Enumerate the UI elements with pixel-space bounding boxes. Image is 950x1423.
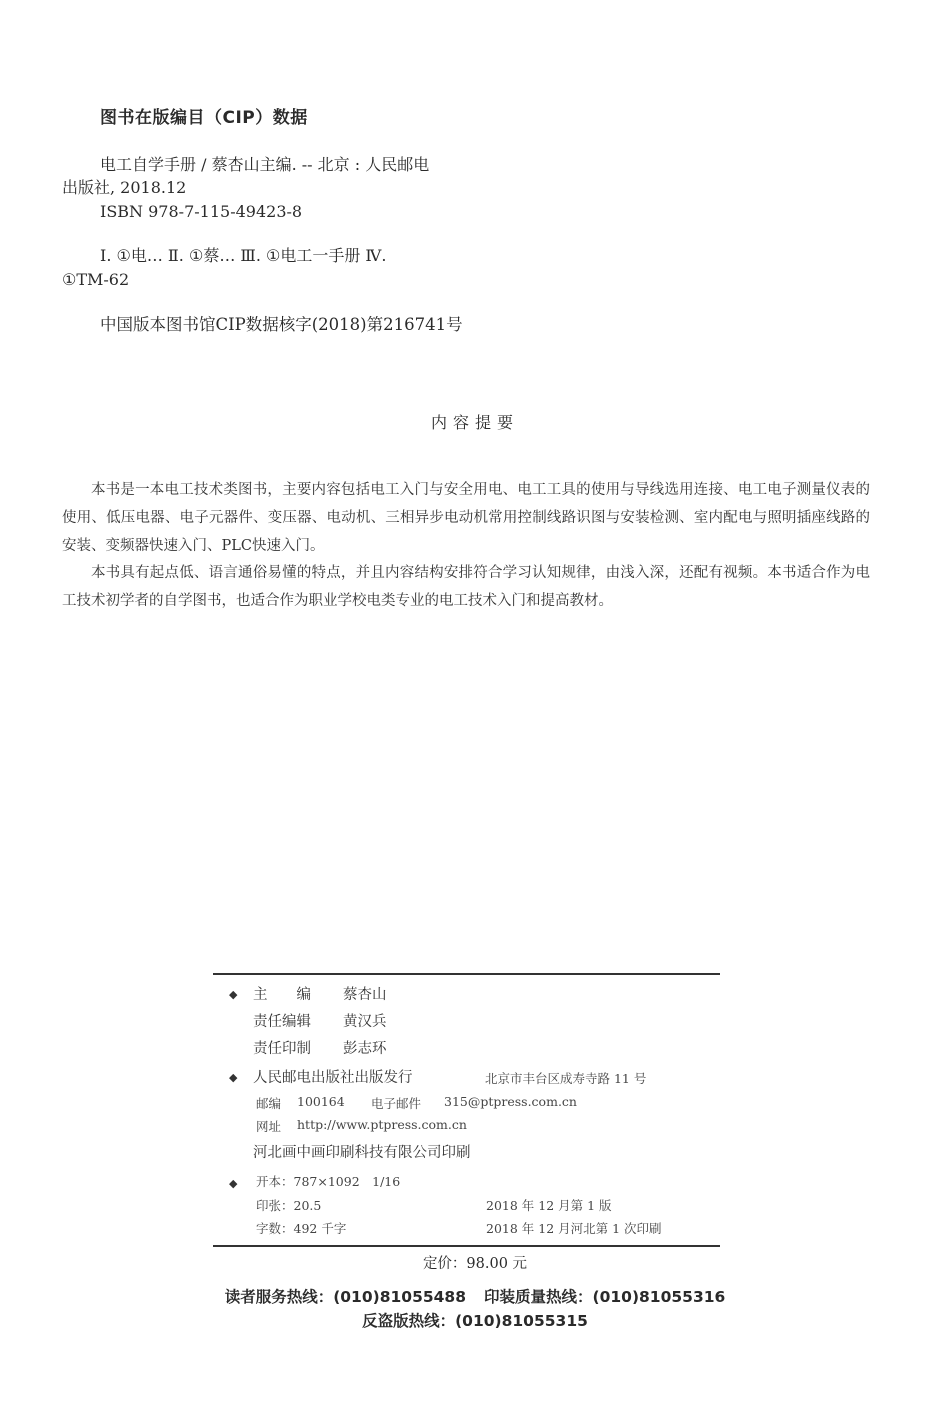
postcode-value: 100164: [297, 1094, 345, 1109]
cip-classification: Ⅰ. ①电… Ⅱ. ①蔡… Ⅲ. ①电工一手册 Ⅳ.: [100, 246, 387, 265]
printing-date: 2018 年 12 月河北第 1 次印刷: [486, 1221, 662, 1236]
hotline-row-1: [0, 1285, 950, 1307]
website-label: 网址: [256, 1119, 282, 1134]
cip-class-code: ①TM-62: [62, 270, 130, 289]
responsible-editor-name: 黄汉兵: [343, 1014, 387, 1030]
website-value: http://www.ptpress.com.cn: [297, 1117, 467, 1132]
printed-sheets: 印张：20.5: [256, 1198, 322, 1213]
email-value: 315@ptpress.com.cn: [444, 1094, 577, 1109]
cip-publisher-line: 出版社, 2018.12: [62, 178, 187, 197]
publisher-name: 人民邮电出版社出版发行: [253, 1070, 413, 1086]
reader-service-hotline: 读者服务热线：(010)81055488: [224, 1288, 466, 1306]
email-label: 电子邮件: [371, 1096, 422, 1111]
imprint-top-rule: [213, 973, 720, 975]
printer-name: 河北画中画印刷科技有限公司印刷: [253, 1145, 471, 1161]
publisher-address: 北京市丰台区成寿寺路 11 号: [485, 1071, 647, 1086]
editor-label: 主 编: [253, 987, 311, 1003]
word-count: 字数：492 千字: [256, 1221, 347, 1236]
diamond-bullet-icon: ◆: [229, 1177, 238, 1190]
summary-title: 内容提要: [430, 413, 519, 432]
hotline-row-2: [0, 1309, 950, 1331]
responsible-printing-label: 责任印制: [253, 1041, 311, 1057]
summary-paragraph-2: 本书具有起点低、语言通俗易懂的特点，并且内容结构安排符合学习认知规律，由浅入深，还配有视频。本书适合作为电工技术初学者的自学图书，也适合作为职业学校电类专业的电工技术入门和提高教材。: [62, 565, 870, 609]
print-quality-hotline: 印装质量热线：(010)81055316: [484, 1288, 726, 1306]
anti-piracy-hotline: 反盗版热线：(010)81055315: [362, 1312, 588, 1330]
cip-number: 中国版本图书馆CIP数据核字(2018)第216741号: [100, 315, 463, 334]
book-format: 开本：787×1092 1/16: [256, 1174, 401, 1189]
price: 定价：98.00 元: [422, 1256, 528, 1272]
imprint-bottom-rule: [213, 1245, 720, 1247]
edition-date: 2018 年 12 月第 1 版: [486, 1198, 612, 1213]
responsible-editor-label: 责任编辑: [253, 1014, 311, 1030]
cip-isbn: ISBN 978-7-115-49423-8: [100, 202, 303, 221]
diamond-bullet-icon: ◆: [229, 1071, 238, 1084]
diamond-bullet-icon: ◆: [229, 988, 238, 1001]
postcode-label: 邮编: [256, 1096, 282, 1111]
editor-name: 蔡杏山: [343, 987, 387, 1003]
cip-title-line: 电工自学手册 / 蔡杏山主编. -- 北京 : 人民邮电: [100, 155, 430, 174]
summary-paragraph-1: 本书是一本电工技术类图书，主要内容包括电工入门与安全用电、电工工具的使用与导线选用连接、电工电子测量仪表的使用、低压电器、电子元器件、变压器、电动机、三相异步电动机常用控制线路识图与安装检测、室内配电与照明插座线路的安装、变频器快速入门、PLC快速入门。: [62, 482, 870, 554]
responsible-printing-name: 彭志环: [343, 1041, 387, 1057]
cip-heading: 图书在版编目（CIP）数据: [100, 108, 308, 128]
